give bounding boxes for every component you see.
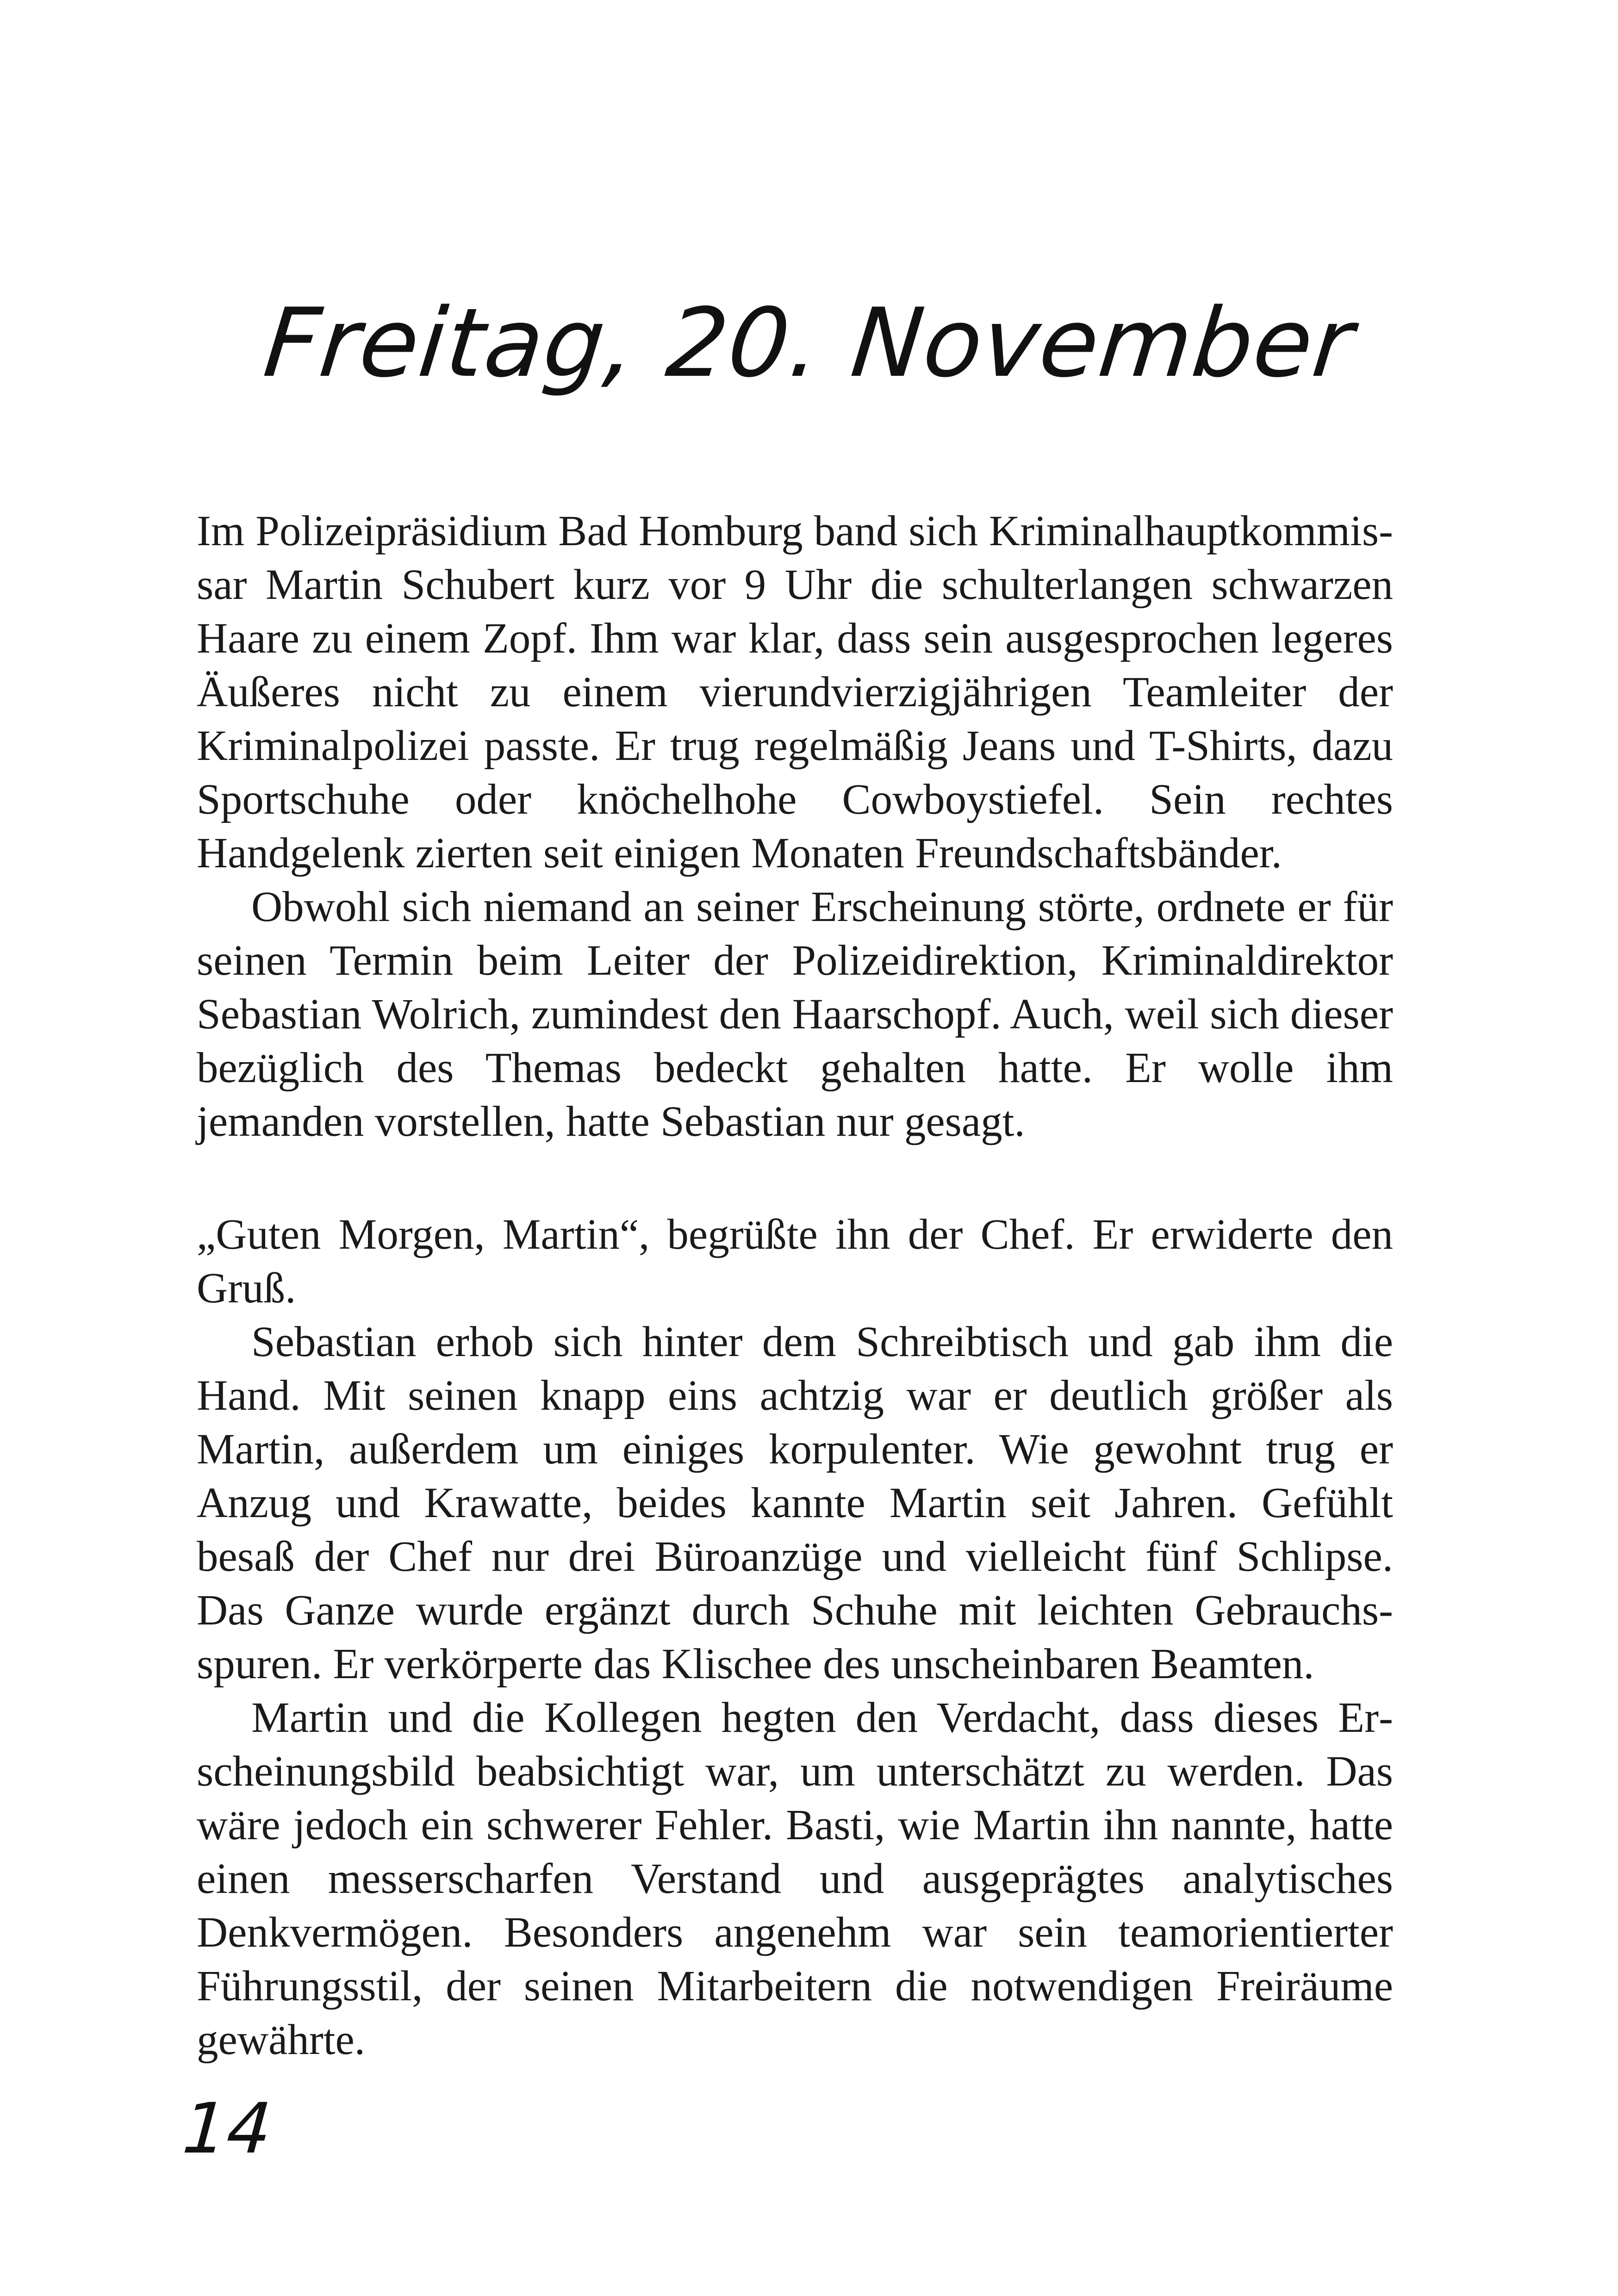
section-2 bbox=[197, 1208, 1393, 2067]
paragraph: Martin und die Kollegen hegten den Verdacht, dass dieses Erscheinungsbild beabsichtigt war, um unterschätzt zu werden. Das wäre jedoch ein schwerer Fehler. Basti, wie Martin ihn nannte, hatte einen messerscharfen Verstand und ausgeprägtes analytisches Denkvermögen. Besonders angenehm war sein teamorientierter Führungsstil, der seinen Mitarbeitern die notwendigen Freiräume gewährte. bbox=[197, 1694, 1393, 2064]
paragraph: „Guten Morgen, Martin“, begrüßte ihn der Chef. Er erwiderte den Gruß. bbox=[197, 1211, 1393, 1312]
chapter-title: Freitag, 20. November bbox=[259, 288, 1359, 398]
paragraph: Obwohl sich niemand an seiner Erscheinung störte, ordnete er für seinen Termin beim Leiter der Polizeidirektion, Kriminaldirektor Sebastian Wolrich, zumindest den Haarschopf. Auch, weil sich dieser bezüglich des Themas bedeckt gehalten hatte. Er wolle ihm jemanden vorstellen, hatte Sebastian nur gesagt. bbox=[197, 883, 1393, 1145]
page-number: 14 bbox=[180, 2089, 274, 2169]
paragraph: Sebastian erhob sich hinter dem Schreibtisch und gab ihm die Hand. Mit seinen knapp eins achtzig war er deutlich größer als Martin, außerdem um einiges korpulenter. Wie gewohnt trug er Anzug und Krawatte, beides kannte Martin seit Jahren. Gefühlt besaß der Chef nur drei Büroanzüge und vielleicht fünf Schlipse. Das Ganze wurde ergänzt durch Schuhe mit leichten Gebrauchsspuren. Er verkörperte das Klischee des unscheinbaren Beamten. bbox=[197, 1318, 1393, 1688]
paragraph: Im Polizeipräsidium Bad Homburg band sich Kriminalhauptkommissar Martin Schubert kurz vor 9 Uhr die schulterlangen schwarzen Haare zu einem Zopf. Ihm war klar, dass sein ausgesprochen legeres Äußeres nicht zu einem vierundvierzigjährigen Teamleiter der Kriminalpolizei passte. Er trug regelmäßig Jeans und T-Shirts, dazu Sportschuhe oder knöchelhohe Cowboystiefel. Sein rechtes Handgelenk zierten seit einigen Monaten Freundschaftsbänder. bbox=[197, 507, 1393, 877]
section-1 bbox=[197, 504, 1393, 1149]
